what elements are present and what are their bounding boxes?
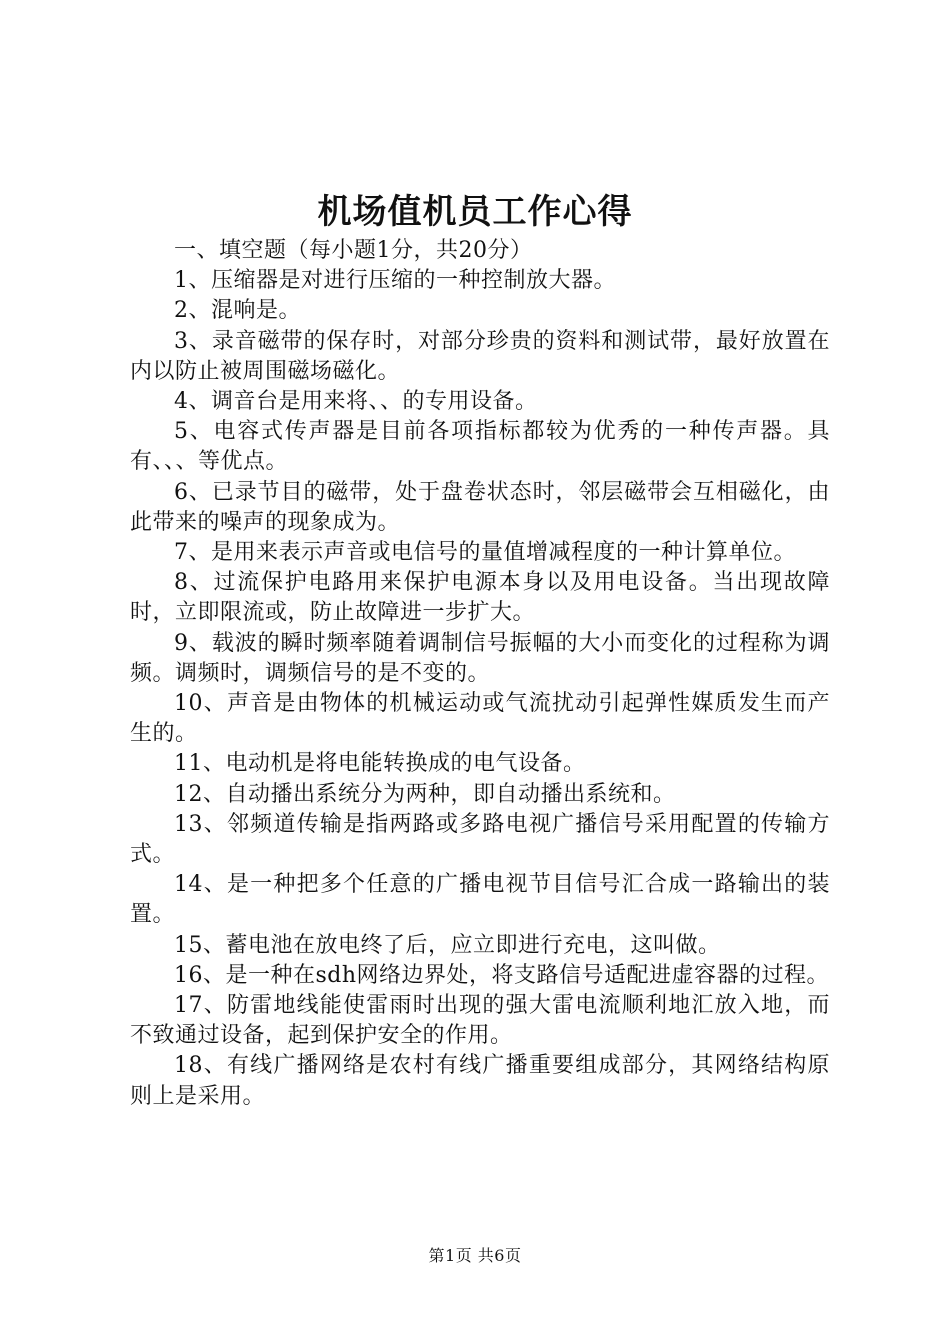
question-18: 18、有线广播网络是农村有线广播重要组成部分，其网络结构原则上是采用。 [130, 1053, 830, 1109]
question-17: 17、防雷地线能使雷雨时出现的强大雷电流顺利地汇放入地，而不致通过设备，起到保护安全的作用。 [130, 993, 830, 1049]
section-heading: 一、填空题（每小题1分，共20分） [174, 238, 533, 263]
question-4: 4、调音台是用来将、、的专用设备。 [174, 389, 538, 415]
question-2: 2、混响是。 [174, 298, 301, 324]
question-13: 13、邻频道传输是指两路或多路电视广播信号采用配置的传输方式。 [130, 811, 830, 868]
question-10: 10、声音是由物体的机械运动或气流扰动引起弹性媒质发生而产生的。 [130, 691, 830, 747]
question-11: 11、电动机是将电能转换成的电气设备。 [174, 751, 586, 777]
question-5: 5、电容式传声器是目前各项指标都较为优秀的一种传声器。具有、、、等优点。 [130, 419, 830, 475]
question-14: 14、是一种把多个任意的广播电视节目信号汇合成一路输出的装置。 [130, 872, 830, 928]
question-7: 7、是用来表示声音或电信号的量值增减程度的一种计算单位。 [174, 540, 796, 566]
question-9: 9、载波的瞬时频率随着调制信号振幅的大小而变化的过程称为调频。调频时，调频信号的是不变的。 [130, 630, 830, 686]
page-number-footer: 第1页 共6页 [428, 1246, 522, 1265]
question-12: 12、自动播出系统分为两种，即自动播出系统和。 [174, 781, 676, 807]
question-16: 16、是一种在sdh网络边界处，将支路信号适配进虚容器的过程。 [174, 962, 830, 988]
question-6: 6、已录节目的磁带，处于盘卷状态时，邻层磁带会互相磁化，由此带来的噪声的现象成为。 [130, 479, 830, 535]
question-15: 15、蓄电池在放电终了后，应立即进行充电，这叫做。 [174, 932, 721, 958]
document-body [130, 236, 830, 1112]
document-title: 机场值机员工作心得 [317, 192, 633, 232]
question-8: 8、过流保护电路用来保护电源本身以及用电设备。当出现故障时，立即限流或，防止故障进一步扩大。 [130, 570, 830, 626]
question-3: 3、录音磁带的保存时，对部分珍贵的资料和测试带，最好放置在内以防止被周围磁场磁化。 [130, 328, 830, 384]
question-1: 1、压缩器是对进行压缩的一种控制放大器。 [174, 268, 616, 294]
